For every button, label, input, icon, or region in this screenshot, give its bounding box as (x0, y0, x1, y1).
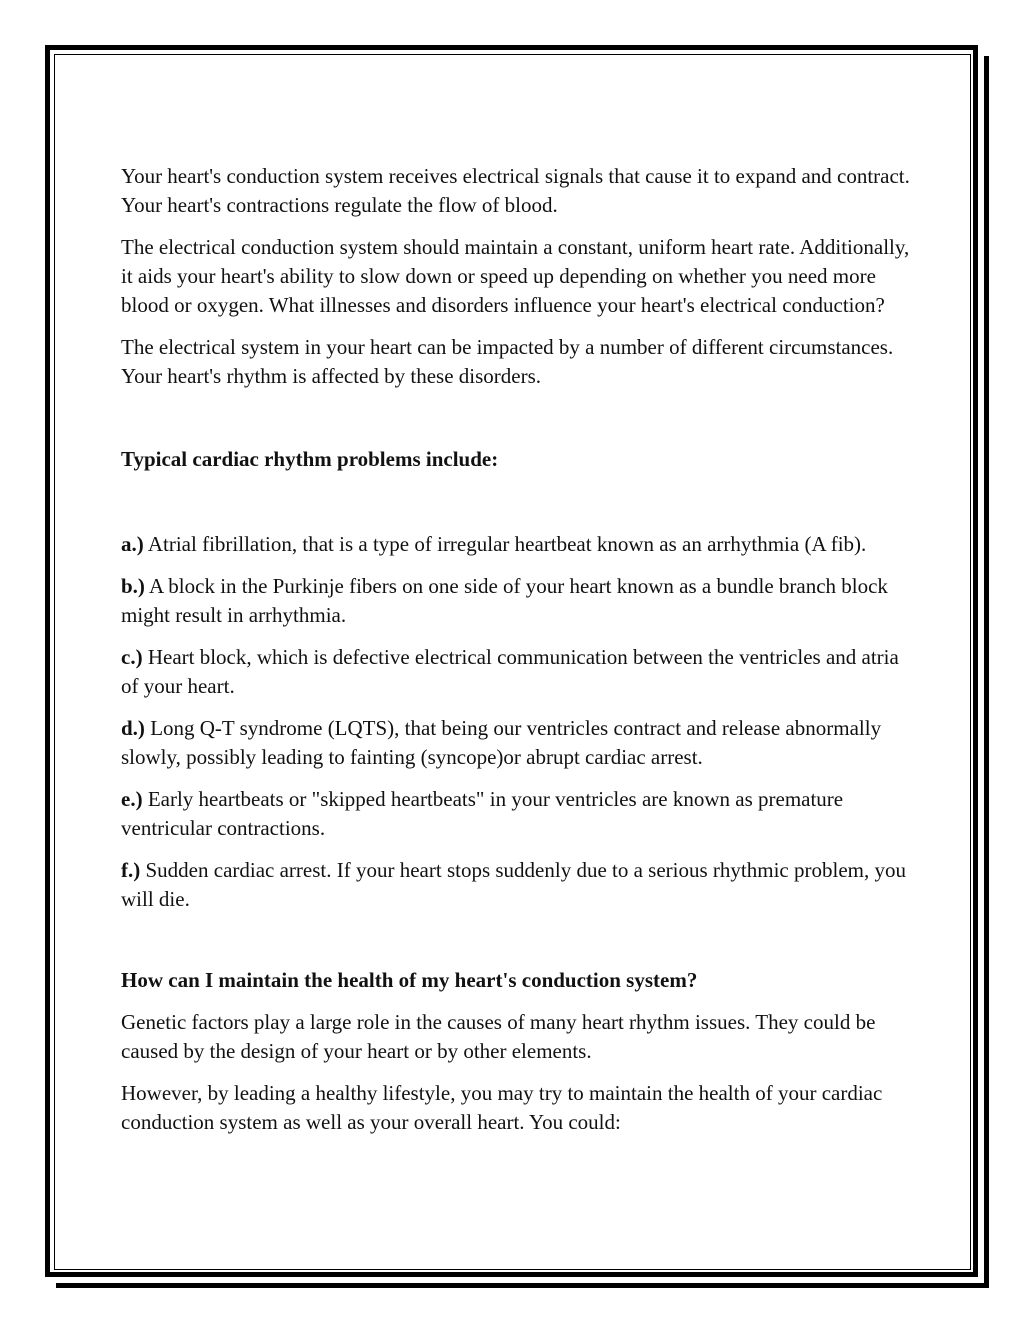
problems-heading: Typical cardiac rhythm problems include: (121, 447, 499, 471)
list-item (121, 572, 911, 630)
list-item-marker: a.) (121, 532, 144, 556)
list-item (121, 530, 911, 559)
list-item-text: Atrial fibrillation, that is a type of irregular heartbeat known as an arrhythmia (A fib). (143, 532, 867, 556)
list-item-marker: c.) (121, 645, 143, 669)
intro-paragraph-3: The electrical system in your heart can be impacted by a number of different circumstances. Your heart's rhythm is affected by these disorders. (121, 335, 894, 388)
maintenance-paragraph-2: However, by leading a healthy lifestyle, you may try to maintain the health of your cardiac conduction system as well as your overall heart. You could: (121, 1081, 883, 1134)
list-item-marker: d.) (121, 716, 145, 740)
intro-paragraph-1: Your heart's conduction system receives electrical signals that cause it to expand and contract. Your heart's contractions regulate the flow of blood. (121, 164, 910, 217)
list-item (121, 856, 911, 914)
list-item-text: Sudden cardiac arrest. If your heart stops suddenly due to a serious rhythmic problem, you will die. (121, 858, 906, 911)
list-item (121, 714, 911, 772)
list-item-text: A block in the Purkinje fibers on one side of your heart known as a bundle branch block might result in arrhythmia. (121, 574, 888, 627)
list-item-text: Early heartbeats or "skipped heartbeats" in your ventricles are known as premature ventricular contractions. (121, 787, 844, 840)
maintenance-heading: How can I maintain the health of my heart's conduction system? (121, 968, 698, 992)
list-item-marker: f.) (121, 858, 141, 882)
list-item-marker: b.) (121, 574, 145, 598)
maintenance-paragraph-1: Genetic factors play a large role in the causes of many heart rhythm issues. They could be caused by the design of your heart or by other elements. (121, 1010, 876, 1063)
intro-paragraph-2: The electrical conduction system should maintain a constant, uniform heart rate. Additionally, it aids your heart's ability to slow down or speed up depending on whether you need more blood or oxygen. What illnesses and disorders influence your heart's electrical conduction? (121, 235, 910, 317)
list-item-text: Long Q-T syndrome (LQTS), that being our ventricles contract and release abnormally slowly, possibly leading to fainting (syncope)or abrupt cardiac arrest. (121, 716, 882, 769)
document-body (121, 162, 911, 1150)
list-item-marker: e.) (121, 787, 143, 811)
list-item-text: Heart block, which is defective electrical communication between the ventricles and atria of your heart. (121, 645, 899, 698)
list-item (121, 643, 911, 701)
list-item (121, 785, 911, 843)
